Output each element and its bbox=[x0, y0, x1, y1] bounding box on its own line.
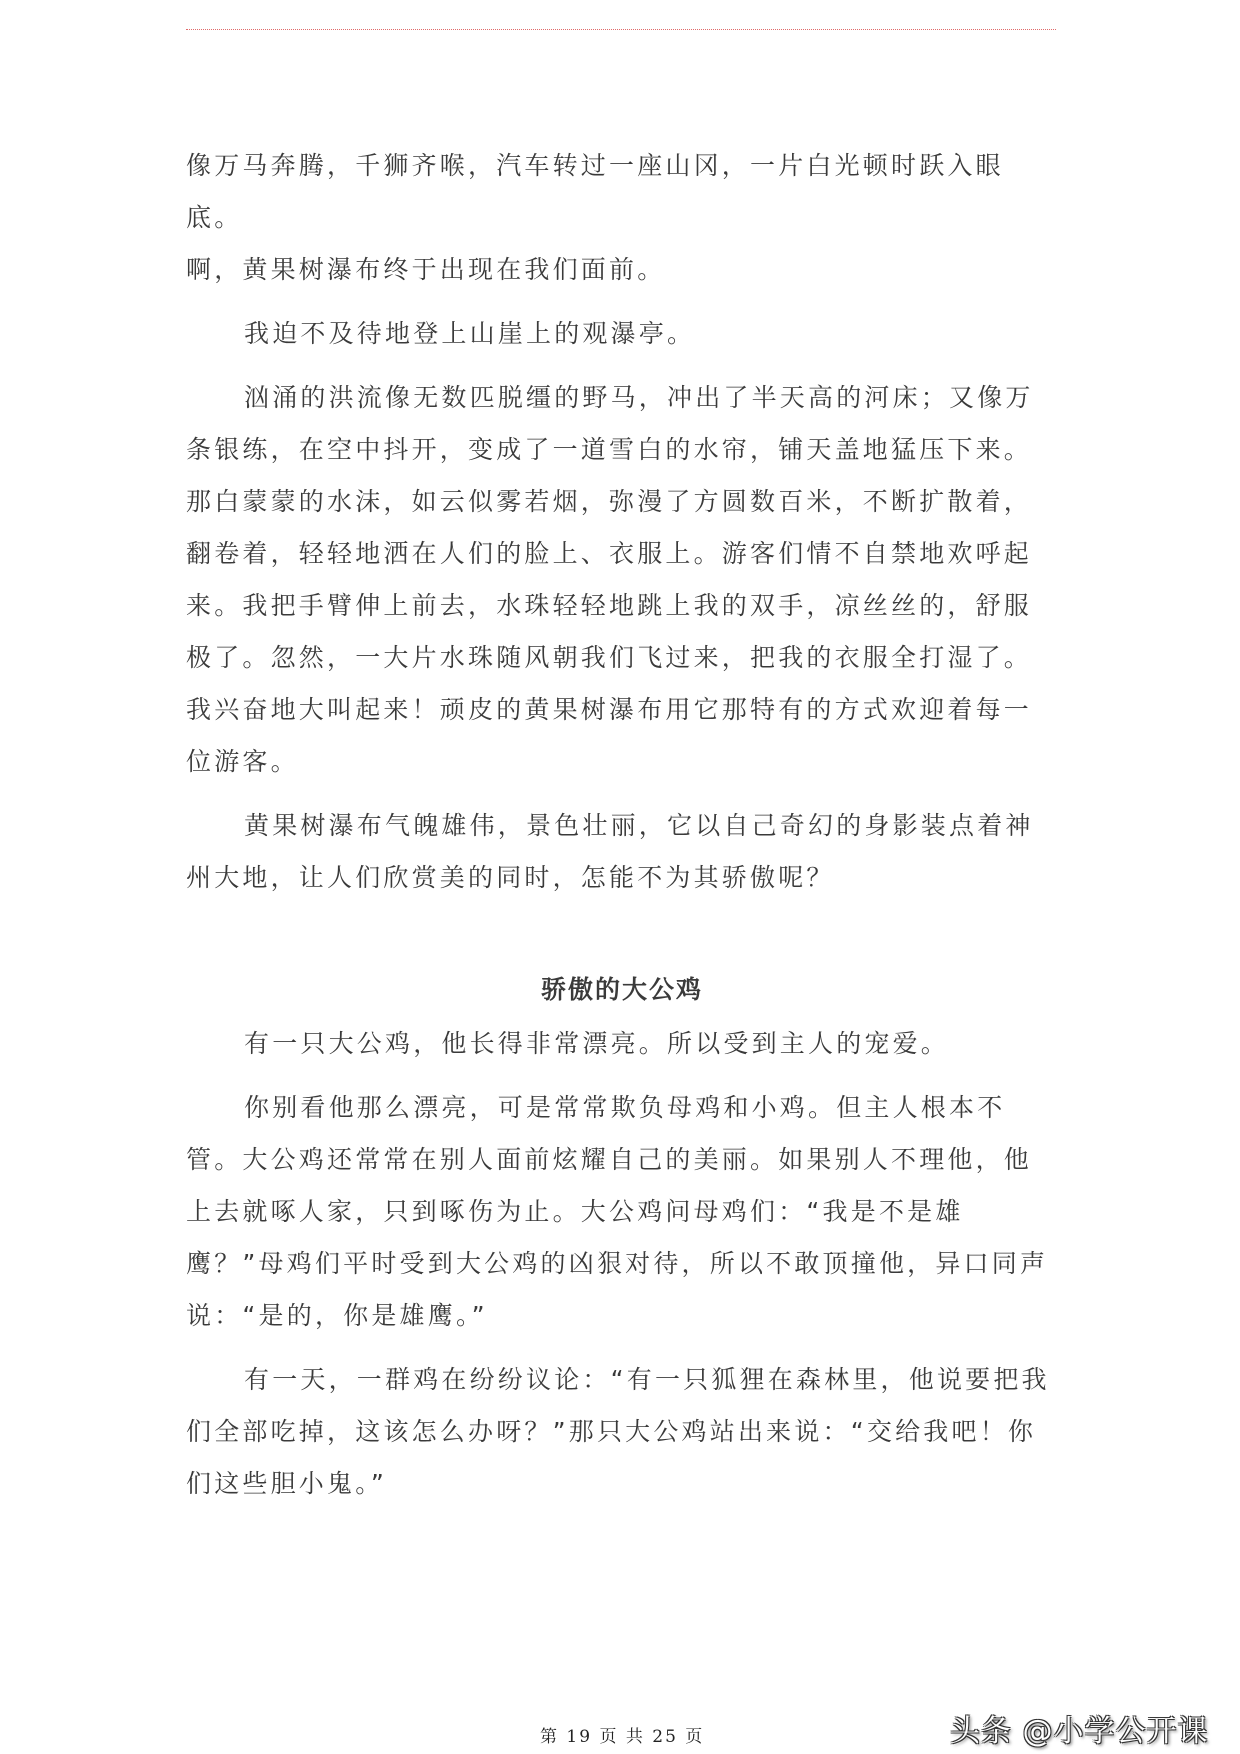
watermark: 头条 @小学公开课 bbox=[950, 1714, 1209, 1749]
paragraph: 有一只大公鸡，他长得非常漂亮。所以受到主人的宠爱。 bbox=[244, 1029, 950, 1058]
paragraph: 汹涌的洪流像无数匹脱缰的野马，冲出了半天高的河床；又像万条银练，在空中抖开，变成了一道雪白的水帘，铺天盖地猛压下来。那白蒙蒙的水沫，如云似雾若烟，弥漫了方圆数百米，不断扩散着，翻卷着，轻轻地洒在人们的脸上、衣服上。游客们情不自禁地欢呼起来。我把手臂伸上前去，水珠轻轻地跳上我的双手，凉丝丝的，舒服极了。忽然，一大片水珠随风朝我们飞过来，把我的衣服全打湿了。我兴奋地大叫起来！顽皮的黄果树瀑布用它那特有的方式欢迎着每一位游客。 bbox=[186, 383, 1034, 776]
paragraph: 黄果树瀑布气魄雄伟，景色壮丽，它以自己奇幻的身影装点着神州大地，让人们欣赏美的同时，怎能不为其骄傲呢？ bbox=[186, 811, 1034, 892]
document-body bbox=[186, 140, 1058, 1510]
paragraph: 我迫不及待地登上山崖上的观瀑亭。 bbox=[244, 319, 696, 348]
paragraph: 有一天，一群鸡在纷纷议论：“有一只狐狸在森林里，他说要把我们全部吃掉，这该怎么办呀？”那只大公鸡站出来说：“交给我吧！你们这些胆小鬼。” bbox=[186, 1365, 1050, 1498]
paragraph-continuation-line-2: 啊，黄果树瀑布终于出现在我们面前。 bbox=[186, 255, 666, 284]
section-title: 骄傲的大公鸡 bbox=[540, 975, 703, 1004]
page-number: 第 19 页 共 25 页 bbox=[540, 1727, 705, 1747]
header-rule bbox=[186, 29, 1056, 30]
paragraph-continuation-line-1: 像万马奔腾，千狮齐喉，汽车转过一座山冈，一片白光顿时跃入眼底。 bbox=[186, 151, 1004, 232]
paragraph: 你别看他那么漂亮，可是常常欺负母鸡和小鸡。但主人根本不管。大公鸡还常常在别人面前炫耀自己的美丽。如果别人不理他，他上去就啄人家，只到啄伤为止。大公鸡问母鸡们：“我是不是雄鹰？”母鸡们平时受到大公鸡的凶狠对待，所以不敢顶撞他，异口同声说：“是的，你是雄鹰。” bbox=[186, 1093, 1049, 1330]
